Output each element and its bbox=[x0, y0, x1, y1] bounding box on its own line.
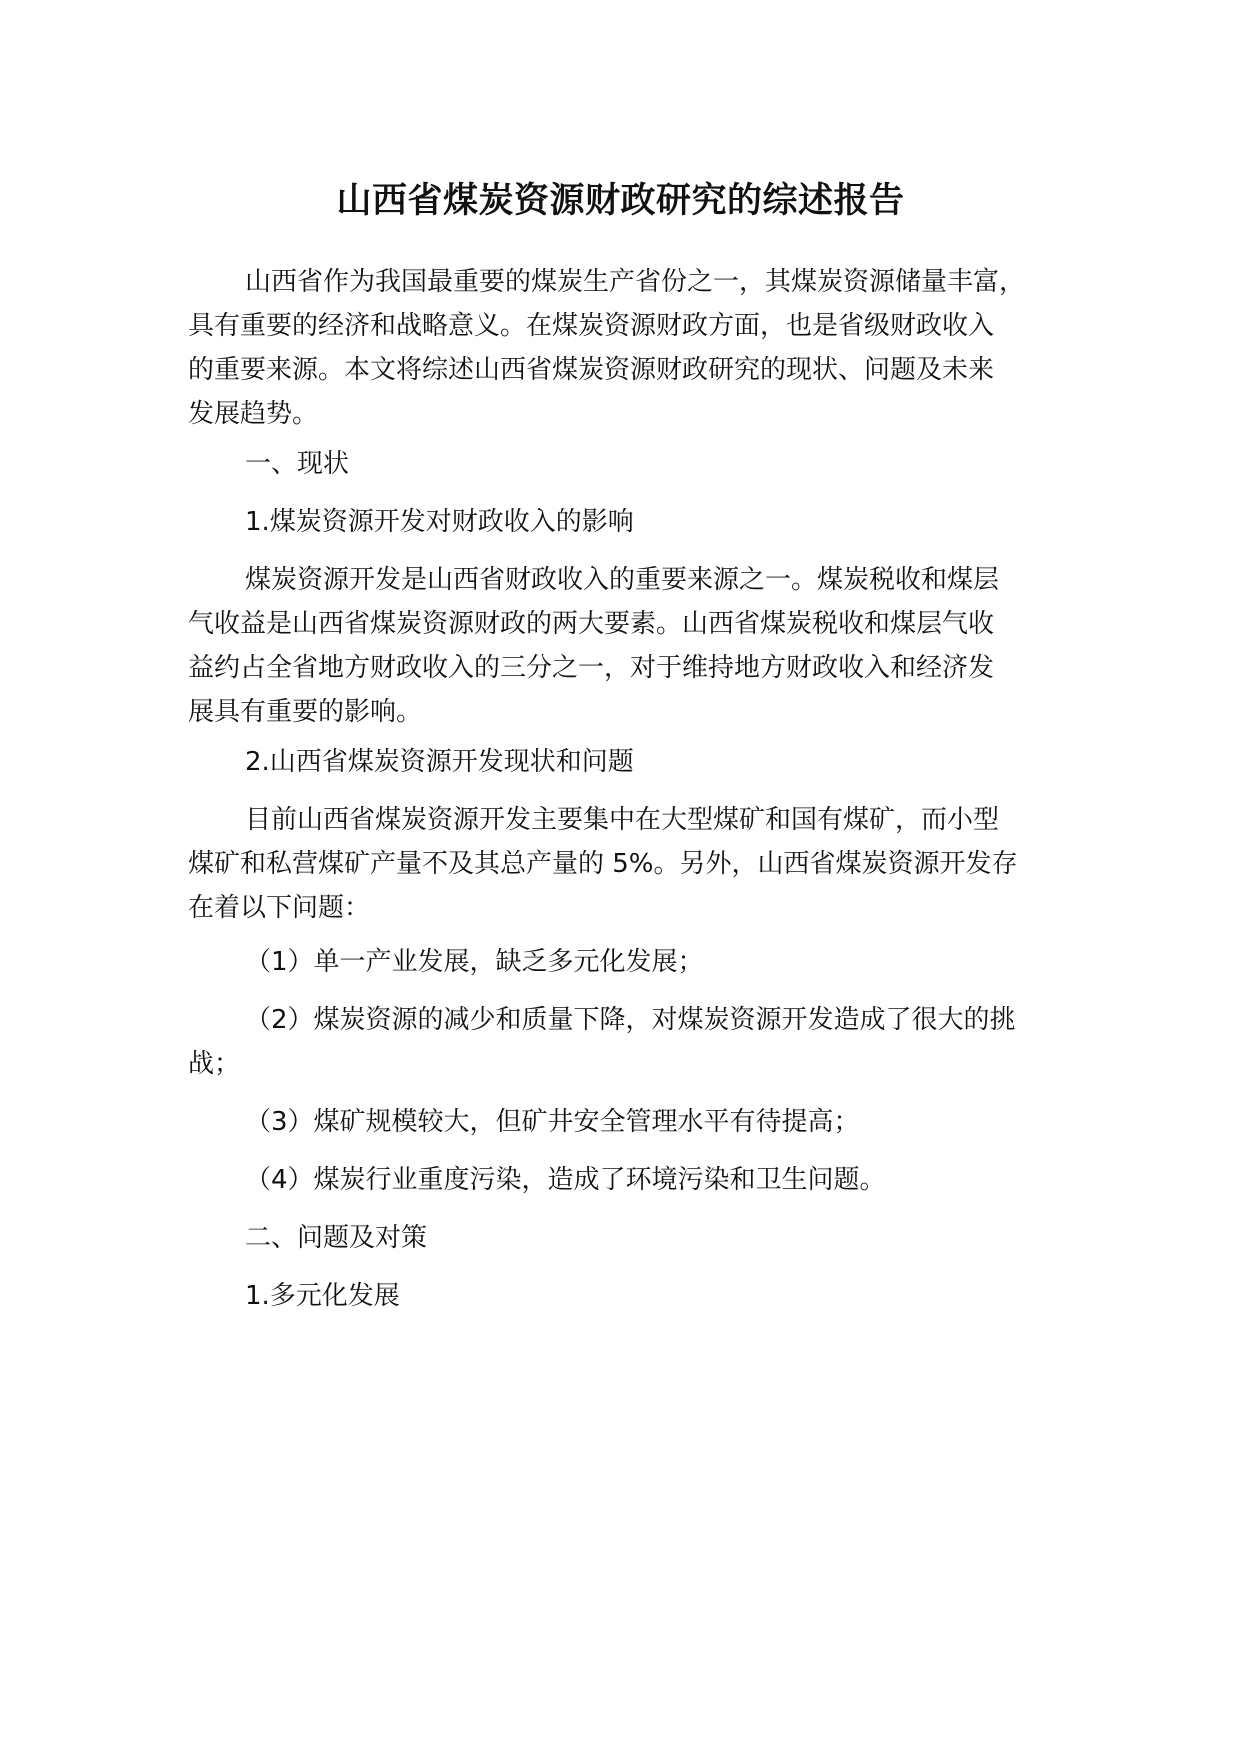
subsection-heading-text: 1.煤炭资源开发对财政收入的影响 bbox=[245, 507, 634, 537]
paragraph-line: 具有重要的经济和战略意义。在煤炭资源财政方面，也是省级财政收入 bbox=[188, 311, 995, 341]
paragraph-line: 展具有重要的影响。 bbox=[188, 697, 423, 727]
problem-item bbox=[188, 940, 1068, 984]
document-title: 山西省煤炭资源财政研究的综述报告 bbox=[336, 181, 905, 221]
list-item: （4）煤炭行业重度污染，造成了环境污染和卫生问题。 bbox=[245, 1165, 886, 1195]
paragraph-line: 气收益是山西省煤炭资源财政的两大要素。山西省煤炭税收和煤层气收 bbox=[188, 609, 995, 639]
subsection-heading bbox=[188, 500, 1068, 544]
paragraph-line: 山西省作为我国最重要的煤炭生产省份之一，其煤炭资源储量丰富， bbox=[245, 267, 1026, 297]
section-heading-text: 一、现状 bbox=[245, 449, 350, 479]
subsection-paragraph bbox=[188, 558, 1068, 734]
paragraph-line: 发展趋势。 bbox=[188, 399, 319, 429]
section-heading bbox=[188, 442, 1068, 486]
problem-item bbox=[188, 998, 1068, 1086]
problem-item bbox=[188, 1100, 1068, 1144]
list-item-continuation: 战； bbox=[188, 1049, 241, 1079]
list-item: （2）煤炭资源的减少和质量下降，对煤炭资源开发造成了很大的挑 bbox=[245, 1005, 1016, 1035]
subsection-heading-text: 2.山西省煤炭资源开发现状和问题 bbox=[245, 747, 634, 777]
section-heading-text: 二、问题及对策 bbox=[245, 1223, 428, 1253]
subsection-heading bbox=[188, 1274, 1068, 1318]
list-item: （1）单一产业发展，缺乏多元化发展； bbox=[245, 947, 704, 977]
paragraph-line: 益约占全省地方财政收入的三分之一，对于维持地方财政收入和经济发 bbox=[188, 653, 995, 683]
paragraph-line: 的重要来源。本文将综述山西省煤炭资源财政研究的现状、问题及未来 bbox=[188, 355, 995, 385]
subsection-heading-text: 1.多元化发展 bbox=[245, 1281, 400, 1311]
subsection-paragraph bbox=[188, 798, 1068, 930]
subsection-heading bbox=[188, 740, 1068, 784]
paragraph-line: 煤炭资源开发是山西省财政收入的重要来源之一。煤炭税收和煤层 bbox=[245, 565, 1000, 595]
intro-paragraph bbox=[188, 260, 1068, 436]
list-item: （3）煤矿规模较大，但矿井安全管理水平有待提高； bbox=[245, 1107, 860, 1137]
section-heading bbox=[188, 1216, 1068, 1260]
paragraph-line: 煤矿和私营煤矿产量不及其总产量的 5%。另外，山西省煤炭资源开发存 bbox=[188, 849, 1018, 879]
problem-item bbox=[188, 1158, 1068, 1202]
paragraph-line: 在着以下问题： bbox=[188, 893, 371, 923]
paragraph-line: 目前山西省煤炭资源开发主要集中在大型煤矿和国有煤矿，而小型 bbox=[245, 805, 1000, 835]
